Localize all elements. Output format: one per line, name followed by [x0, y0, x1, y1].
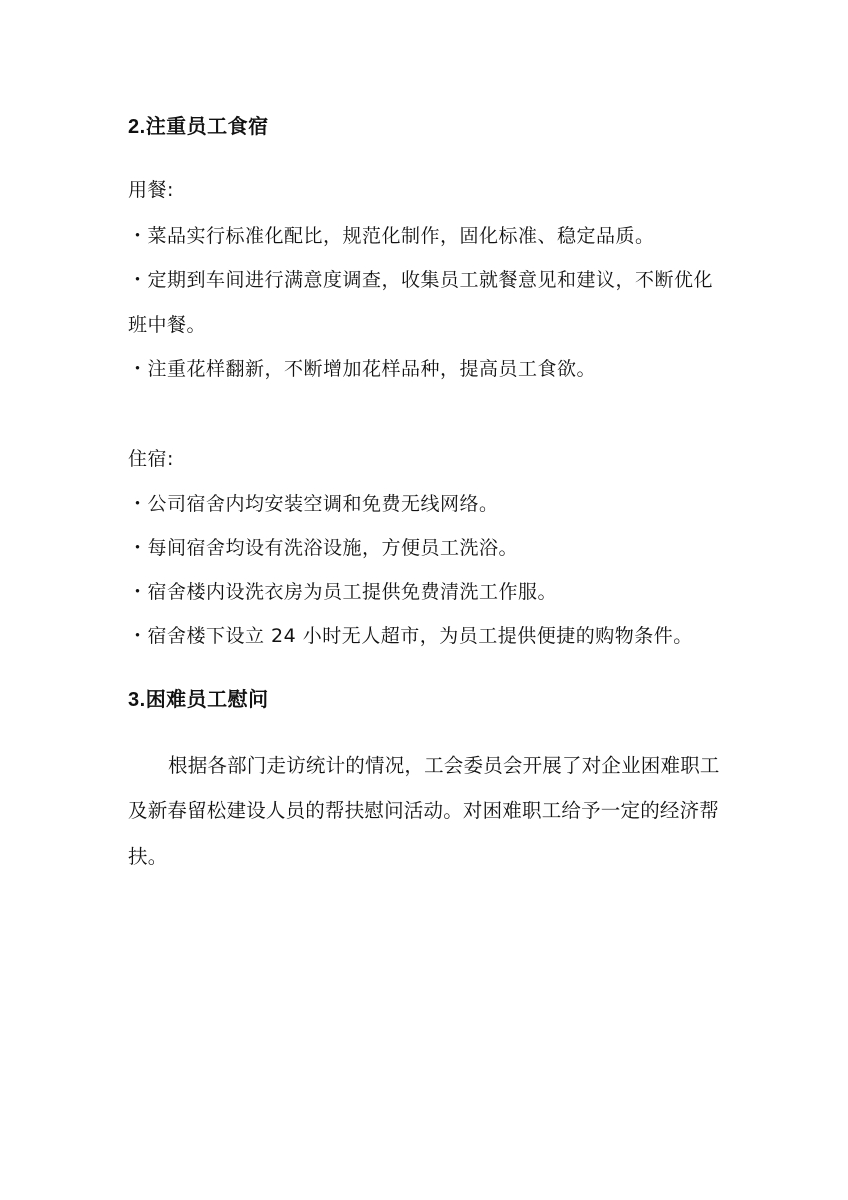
section-2-number: 2.: [128, 116, 146, 138]
section-2-heading: [128, 113, 269, 141]
section-3-paragraph-line: 扶。: [128, 845, 168, 868]
lodging-label: 住宿:: [128, 448, 174, 470]
section-3-paragraph-line: 根据各部门走访统计的情况，工会委员会开展了对企业困难职工: [168, 754, 720, 777]
section-3-paragraph-line: 及新春留松建设人员的帮扶慰问活动。对困难职工给予一定的经济帮: [128, 799, 720, 822]
lodging-item: ・宿舍楼下设立 24 小时无人超市，为员工提供便捷的购物条件。: [128, 625, 693, 647]
dining-item: ・注重花样翻新，不断增加花样品种，提高员工食欲。: [128, 358, 597, 380]
dining-item: ・菜品实行标准化配比，规范化制作，固化标准、稳定品质。: [128, 225, 655, 247]
section-3-number: 3.: [128, 689, 146, 711]
dining-item-continuation: 班中餐。: [128, 314, 207, 336]
dining-label: 用餐:: [128, 179, 174, 201]
lodging-item: ・每间宿舍均设有洗浴设施，方便员工洗浴。: [128, 537, 519, 559]
lodging-item: ・公司宿舍内均安装空调和免费无线网络。: [128, 493, 499, 515]
dining-item: ・定期到车间进行满意度调查，收集员工就餐意见和建议，不断优化: [128, 269, 714, 291]
section-3-heading: [128, 686, 269, 714]
lodging-item: ・宿舍楼内设洗衣房为员工提供免费清洗工作服。: [128, 581, 558, 603]
section-3-title: 困难员工慰问: [145, 689, 269, 711]
section-2-title: 注重员工食宿: [145, 116, 269, 138]
